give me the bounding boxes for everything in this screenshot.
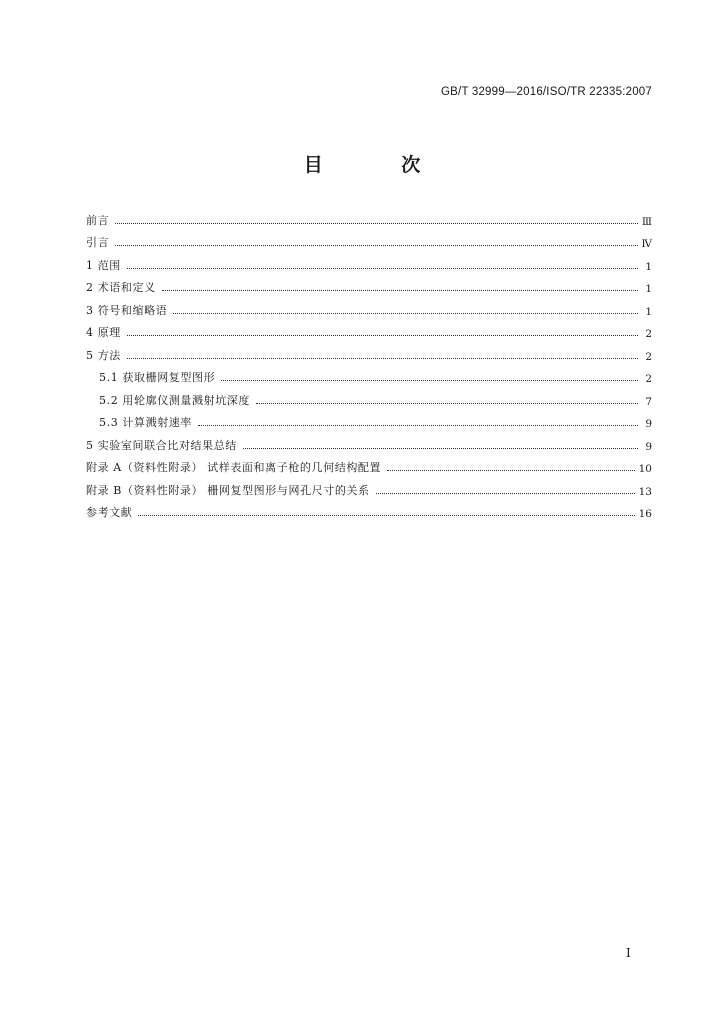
toc-entry-label: 3 符号和缩略语 (86, 303, 168, 317)
toc-leader-dots (127, 357, 638, 359)
toc-entry[interactable] (86, 295, 652, 318)
toc-entry-page: Ⅳ (641, 238, 652, 250)
toc-entry[interactable] (86, 318, 652, 341)
toc-leader-dots (115, 222, 638, 224)
toc-entry-label: 前言 (86, 213, 110, 227)
toc-entry[interactable] (86, 430, 652, 453)
toc-entry[interactable] (86, 498, 652, 521)
toc-leader-dots (127, 267, 638, 269)
toc-entry-label: 5.3 计算溅射速率 (99, 416, 192, 429)
standard-code-header: GB/T 32999—2016/ISO/TR 22335:2007 (441, 86, 652, 98)
toc-entry-page: 1 (645, 260, 652, 273)
toc-entry-page: 2 (645, 373, 652, 385)
toc-entry-label: 5.2 用轮廓仪测量溅射坑深度 (99, 393, 250, 407)
toc-leader-dots (256, 402, 638, 404)
toc-leader-dots (198, 424, 638, 426)
toc-leader-dots (221, 379, 638, 381)
toc-entry-page: Ⅲ (641, 215, 652, 228)
toc-entry[interactable] (86, 250, 652, 273)
table-of-contents (86, 205, 652, 520)
toc-entry-page: 9 (645, 418, 652, 430)
page-title: 目 次 (303, 154, 457, 176)
toc-entry-label: 1 范围 (86, 258, 121, 272)
toc-leader-dots (162, 289, 638, 291)
page-number: I (626, 946, 631, 960)
toc-entry-label: 5 方法 (86, 348, 121, 362)
toc-entry-label: 附录 A（资料性附录） 试样表面和离子枪的几何结构配置 (86, 461, 382, 474)
toc-entry-label: 4 原理 (86, 326, 121, 339)
toc-entry-page: 1 (645, 305, 652, 318)
toc-entry-label: 2 术语和定义 (86, 281, 156, 294)
toc-entry-label: 引言 (86, 236, 110, 249)
toc-leader-dots (387, 469, 634, 471)
toc-entry-page: 9 (645, 440, 652, 453)
toc-entry-page: 16 (638, 508, 652, 520)
toc-entry[interactable] (86, 453, 652, 476)
toc-entry[interactable] (86, 363, 652, 386)
toc-entry[interactable] (86, 273, 652, 296)
toc-leader-dots (376, 492, 635, 494)
toc-entry[interactable] (86, 228, 652, 251)
toc-leader-dots (243, 447, 638, 449)
toc-entry-page: 2 (645, 328, 652, 340)
toc-leader-dots (173, 312, 638, 314)
toc-entry-page: 1 (645, 283, 652, 295)
toc-entry[interactable] (86, 340, 652, 363)
toc-entry-page: 2 (645, 350, 652, 363)
toc-entry-page: 7 (645, 395, 652, 408)
toc-leader-dots (115, 244, 637, 246)
toc-entry-label: 附录 B（资料性附录） 栅网复型图形与网孔尺寸的关系 (86, 483, 370, 497)
toc-entry[interactable] (86, 385, 652, 408)
toc-entry[interactable] (86, 475, 652, 498)
toc-entry-label: 参考文献 (86, 506, 133, 519)
toc-entry-page: 10 (638, 463, 652, 475)
toc-entry[interactable] (86, 205, 652, 228)
toc-entry-label: 5.1 获取栅网复型图形 (99, 371, 216, 384)
toc-leader-dots (138, 514, 634, 516)
toc-entry[interactable] (86, 408, 652, 431)
toc-entry-label: 5 实验室间联合比对结果总结 (86, 438, 237, 452)
toc-entry-page: 13 (638, 485, 652, 498)
toc-leader-dots (127, 334, 638, 336)
